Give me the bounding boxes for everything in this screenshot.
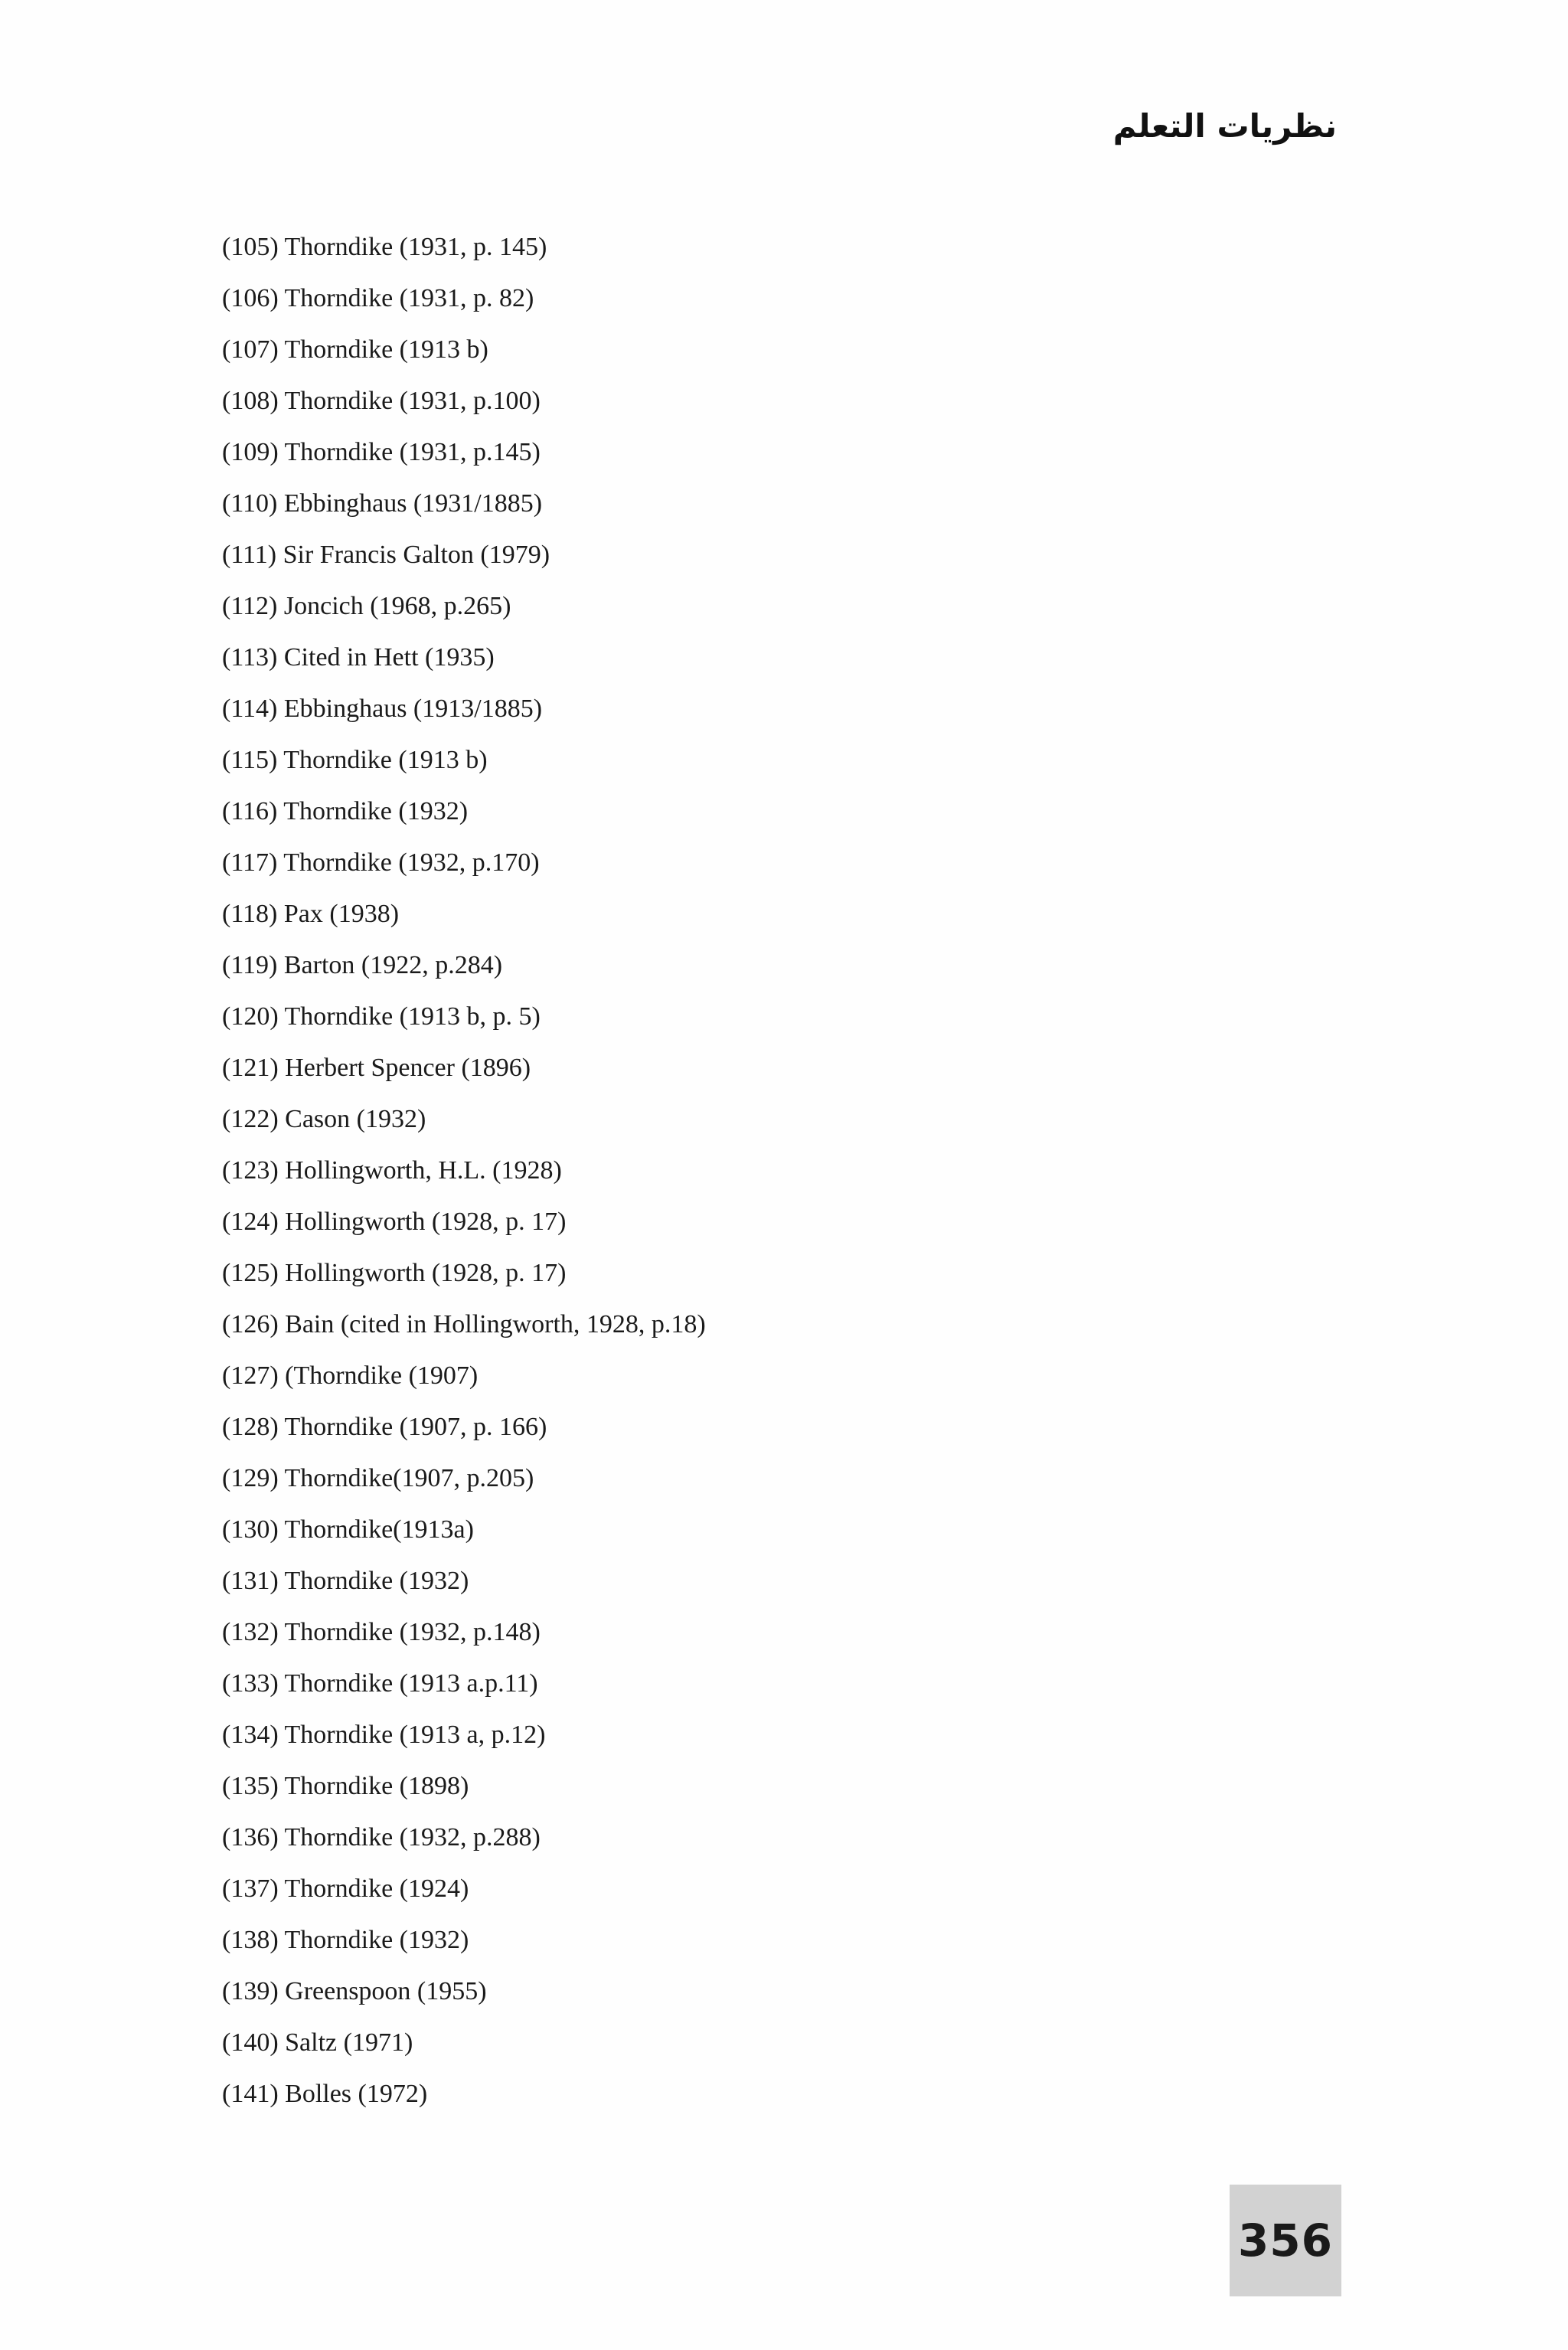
reference-item: (110) Ebbinghaus (1931/1885) (222, 489, 543, 518)
reference-item: (114) Ebbinghaus (1913/1885) (222, 695, 543, 723)
reference-item: (140) Saltz (1971) (222, 2028, 413, 2057)
reference-item: (128) Thorndike (1907, p. 166) (222, 1413, 547, 1441)
reference-item: (135) Thorndike (1898) (222, 1772, 469, 1800)
reference-item: (136) Thorndike (1932, p.288) (222, 1823, 541, 1852)
reference-item: (129) Thorndike(1907, p.205) (222, 1464, 534, 1492)
page-number-box (1230, 2185, 1341, 2296)
reference-item: (125) Hollingworth (1928, p. 17) (222, 1259, 567, 1287)
reference-item: (117) Thorndike (1932, p.170) (222, 848, 540, 877)
reference-list (222, 228, 706, 2126)
reference-item: (134) Thorndike (1913 a, p.12) (222, 1721, 546, 1749)
reference-item: (116) Thorndike (1932) (222, 797, 469, 825)
reference-item: (107) Thorndike (1913 b) (222, 335, 488, 364)
reference-item: (124) Hollingworth (1928, p. 17) (222, 1208, 567, 1236)
reference-item: (105) Thorndike (1931, p. 145) (222, 233, 547, 261)
reference-item: (126) Bain (cited in Hollingworth, 1928, p.18) (222, 1310, 706, 1338)
reference-item: (141) Bolles (1972) (222, 2080, 428, 2108)
reference-item: (119) Barton (1922, p.284) (222, 951, 503, 979)
reference-item: (132) Thorndike (1932, p.148) (222, 1618, 541, 1646)
reference-item: (133) Thorndike (1913 a.p.11) (222, 1669, 538, 1698)
reference-item: (106) Thorndike (1931, p. 82) (222, 284, 534, 312)
reference-item: (111) Sir Francis Galton (1979) (222, 541, 550, 569)
reference-item: (108) Thorndike (1931, p.100) (222, 387, 541, 415)
page-number: 356 (1237, 2214, 1334, 2267)
reference-item: (120) Thorndike (1913 b, p. 5) (222, 1002, 541, 1031)
reference-item: (123) Hollingworth, H.L. (1928) (222, 1156, 562, 1185)
reference-item: (115) Thorndike (1913 b) (222, 746, 488, 774)
reference-item: (131) Thorndike (1932) (222, 1567, 469, 1595)
reference-item: (138) Thorndike (1932) (222, 1926, 469, 1954)
reference-item: (122) Cason (1932) (222, 1105, 426, 1133)
reference-item: (121) Herbert Spencer (1896) (222, 1054, 531, 1082)
reference-item: (130) Thorndike(1913a) (222, 1515, 474, 1544)
reference-item: (139) Greenspoon (1955) (222, 1977, 487, 2005)
running-header-title: نظريات التعلم (1112, 107, 1337, 145)
reference-item: (113) Cited in Hett (1935) (222, 643, 495, 672)
reference-item: (137) Thorndike (1924) (222, 1874, 469, 1903)
reference-item: (127) (Thorndike (1907) (222, 1361, 479, 1390)
reference-item: (112) Joncich (1968, p.265) (222, 592, 511, 620)
reference-item: (118) Pax (1938) (222, 900, 400, 928)
reference-item: (109) Thorndike (1931, p.145) (222, 438, 541, 466)
